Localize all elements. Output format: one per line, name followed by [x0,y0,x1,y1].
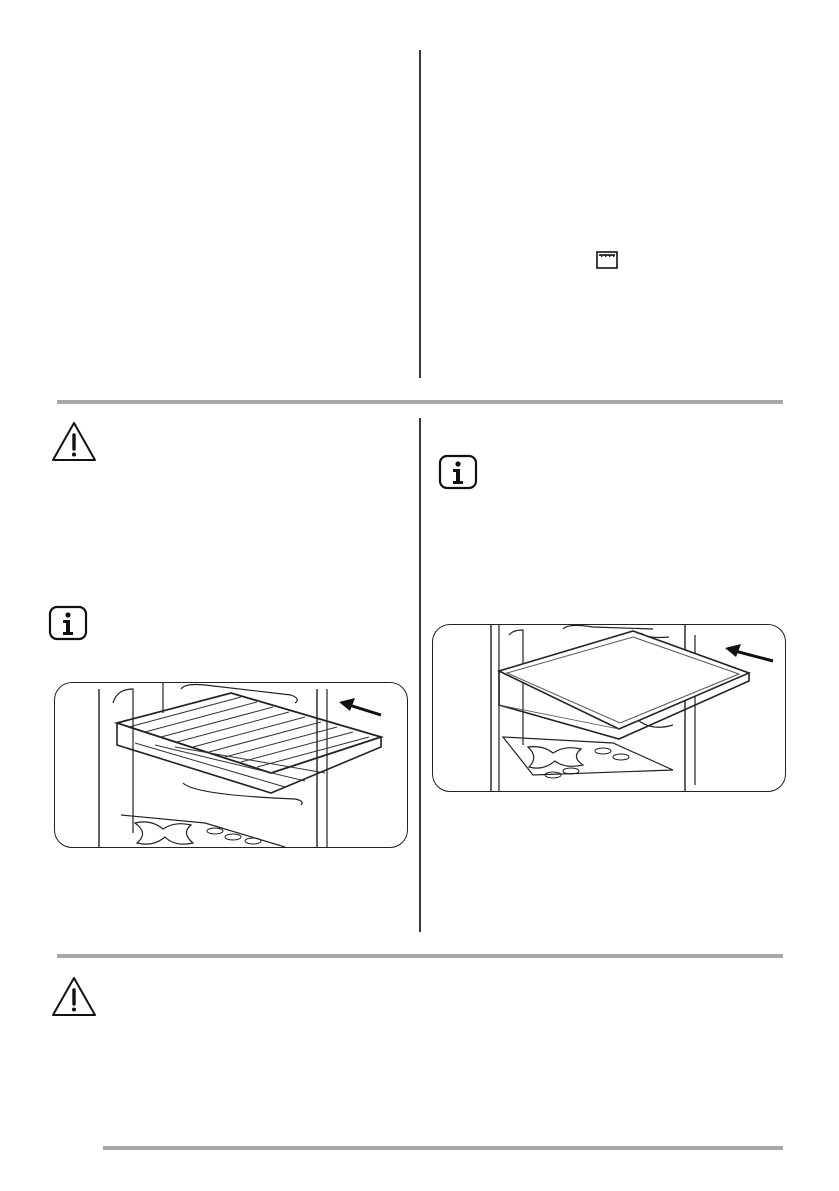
warning-triangle-icon [50,975,98,1019]
insert-arrow-icon [725,644,773,661]
insert-arrow-icon [339,698,381,715]
column-divider-middle [419,418,421,932]
baking-tray-drawing [433,625,785,791]
column-divider-top [419,50,421,378]
footer-rule [103,1146,783,1150]
warning-triangle-icon [50,420,98,464]
baking-tray-illustration [432,624,786,792]
section-rule-1 [57,400,783,404]
wire-shelf-drawing [55,683,407,847]
info-i-icon [48,605,88,641]
wire-shelf-illustration [54,682,408,848]
oven-top-heat-icon [596,251,618,269]
section-rule-2 [57,954,783,958]
info-i-icon [438,454,478,490]
